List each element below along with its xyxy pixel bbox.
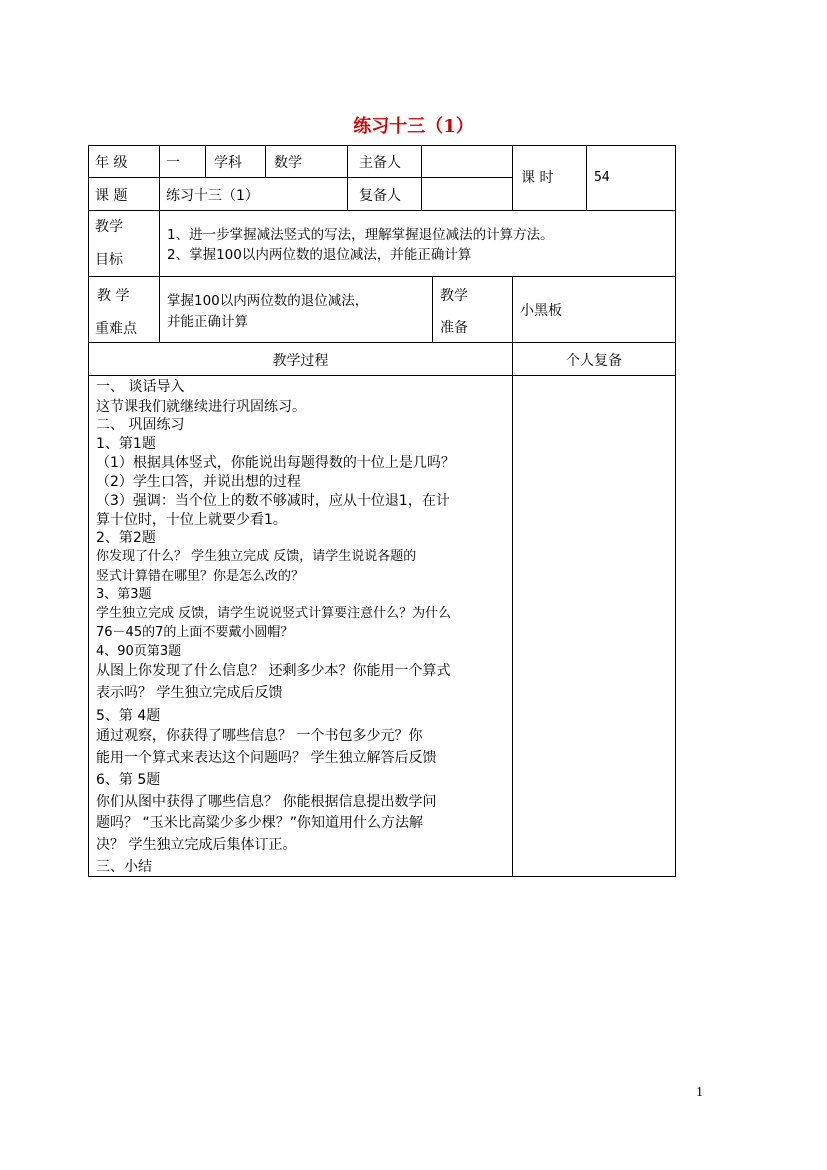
process-line: （1）根据具体竖式，你能说出每题得数的十位上是几吗？	[96, 455, 455, 471]
process-line: （3）强调：当个位上的数不够减时，应从十位退1，在计	[96, 493, 450, 509]
prep-label-cell	[432, 276, 513, 343]
period-value: 54	[594, 170, 610, 185]
grade-value: 一	[166, 155, 180, 171]
process-header: 教学过程	[272, 353, 329, 369]
subject-label-cell	[205, 145, 266, 178]
topic-label-cell	[88, 177, 160, 211]
process-line: 76－45的7的上面不要戴小圆帽？	[96, 625, 294, 640]
goals-label-line-1: 教学	[95, 219, 123, 235]
process-line: 这节课我们就继续进行巩固练习。	[96, 399, 306, 415]
process-line: 二、 巩固练习	[96, 417, 185, 433]
grade-label-cell	[88, 145, 160, 178]
topic-value-cell	[159, 177, 348, 211]
subject-value-cell	[265, 145, 348, 178]
process-line: 学生独立完成 反馈，请学生说说竖式计算要注意什么？为什么	[96, 606, 452, 621]
goals-content-cell	[159, 210, 676, 277]
subject-value: 数学	[274, 155, 302, 171]
co-preparer-label-cell	[347, 177, 422, 211]
keypoints-label-line-1: 教 学	[97, 288, 130, 304]
keypoints-label-cell	[88, 276, 160, 343]
keypoints-label-line-2: 重难点	[95, 321, 137, 337]
process-line: 6、第 5题	[96, 772, 161, 788]
prep-value-cell	[512, 276, 676, 343]
subject-label: 学科	[214, 155, 242, 171]
lead-preparer-label: 主备人	[359, 155, 401, 171]
process-line: 题吗？ “玉米比高粱少多少棵？”你知道用什么方法解	[96, 815, 423, 831]
goals-label-line-2: 目标	[95, 252, 123, 268]
process-line: 3、第3题	[96, 587, 152, 602]
keypoints-content-cell	[159, 276, 433, 343]
prep-label-line-2: 准备	[440, 320, 468, 336]
document-title: 练习十三（1）	[353, 116, 474, 137]
process-line: 算十位时，十位上就要少看1。	[96, 512, 287, 528]
grade-label: 年 级	[95, 155, 128, 171]
process-line: 通过观察，你获得了哪些信息？ 一个书包多少元？你	[96, 728, 423, 744]
process-line: 能用一个算式来表达这个问题吗？ 学生独立解答后反馈	[96, 750, 437, 766]
lead-preparer-label-cell	[347, 145, 422, 178]
period-value-cell	[586, 145, 676, 211]
process-line: 竖式计算错在哪里？你是怎么改的？	[96, 569, 305, 584]
co-preparer-value-cell	[421, 177, 513, 211]
personal-header-cell	[512, 342, 676, 376]
personal-body-cell	[512, 375, 676, 877]
personal-header: 个人复备	[566, 353, 622, 369]
process-line: 一、 谈话导入	[96, 379, 185, 395]
keypoints-line-2: 并能正确计算	[167, 314, 248, 330]
goals-label-cell	[88, 210, 160, 277]
process-line: （2）学生口答，并说出想的过程	[96, 474, 301, 490]
prep-label-line-1: 教学	[440, 288, 468, 304]
process-line: 你们从图中获得了哪些信息？ 你能根据信息提出数学问	[96, 794, 437, 810]
grade-value-cell	[159, 145, 206, 178]
process-line: 表示吗？ 学生独立完成后反馈	[96, 685, 283, 701]
process-line: 决？ 学生独立完成后集体订正。	[96, 837, 297, 853]
process-line: 4、90页第3题	[96, 644, 182, 659]
goals-line-2: 2、掌握100以内两位数的退位减法，并能正确计算	[167, 247, 472, 263]
lead-preparer-value-cell	[421, 145, 513, 178]
period-label: 课 时	[521, 170, 554, 186]
topic-label: 课 题	[95, 188, 128, 204]
process-line: 从图上你发现了什么信息？ 还剩多少本？你能用一个算式	[96, 663, 451, 679]
topic-value: 练习十三（1）	[166, 188, 259, 204]
period-label-cell	[512, 145, 587, 211]
process-line: 5、第 4题	[96, 708, 161, 724]
prep-value: 小黑板	[520, 303, 562, 319]
goals-line-1: 1、进一步掌握减法竖式的写法，理解掌握退位减法的计算方法。	[167, 227, 554, 243]
process-line: 2、第2题	[96, 530, 156, 546]
keypoints-line-1: 掌握100以内两位数的退位减法，	[167, 293, 369, 309]
page-number: 1	[696, 1085, 703, 1100]
process-header-cell	[88, 342, 513, 376]
co-preparer-label: 复备人	[359, 188, 401, 204]
process-line: 三、小结	[96, 859, 152, 875]
process-line: 你发现了什么？ 学生独立完成 反馈，请学生说说各题的	[96, 549, 417, 564]
process-line: 1、第1题	[96, 436, 156, 452]
